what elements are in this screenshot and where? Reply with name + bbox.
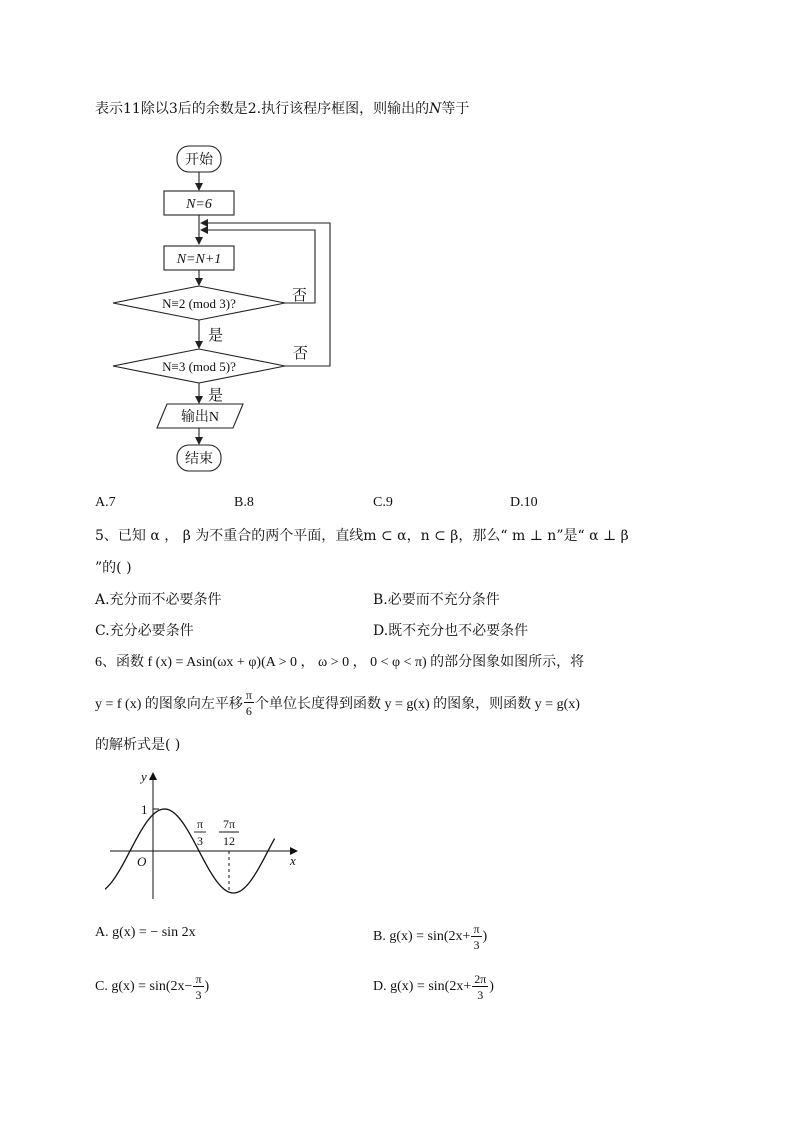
init-label: N=6 xyxy=(186,197,212,212)
q6-option-b-text: B. g(x) = sin(2x+ xyxy=(373,929,471,944)
flowchart xyxy=(100,135,350,480)
q6-option-a[interactable]: A. g(x) = − sin 2x xyxy=(95,925,196,940)
yes-label-2: 是 xyxy=(208,388,224,404)
q6-option-b-fraction: $\frac{\pi}{3}$ xyxy=(473,922,480,952)
output-label: 输出N xyxy=(180,410,220,425)
q6-option-d-text: D. g(x) = sin(2x+ xyxy=(373,979,472,994)
q6-option-c-text: C. g(x) = sin(2x− xyxy=(95,979,193,994)
start-label: 开始 xyxy=(185,153,213,168)
q5-option-b[interactable]: B.必要而不充分条件 xyxy=(373,592,500,608)
q6-option-c-close: ) xyxy=(204,979,210,994)
cond2-label: N≡3 (mod 5)? xyxy=(162,359,236,374)
increment-label: N=N+1 xyxy=(176,252,222,267)
no-label-1: 否 xyxy=(292,288,308,304)
tick-7pi-12-den: 12 xyxy=(223,834,235,848)
yes-label-1: 是 xyxy=(208,328,224,344)
no-label-2: 否 xyxy=(293,346,309,362)
q6-option-d-fraction: $\frac{2\pi}{3}$ xyxy=(474,972,487,1002)
intro-var: N xyxy=(429,101,442,117)
q4-option-a[interactable]: A.7 xyxy=(95,495,116,510)
q6-stem-line2 xyxy=(95,684,580,722)
q6-shift-fraction: $\frac{\pi}{6}$ xyxy=(245,688,252,718)
sine-graph xyxy=(105,765,310,905)
q6-stem-line3: 的解析式是( ) xyxy=(95,737,181,753)
question-intro xyxy=(95,98,469,118)
cond1-label: N≡2 (mod 3)? xyxy=(162,296,236,311)
q5-option-d[interactable]: D.既不充分也不必要条件 xyxy=(373,623,529,639)
origin-label: O xyxy=(137,854,147,869)
q5-option-c[interactable]: C.充分必要条件 xyxy=(95,623,194,639)
q5-stem-line1: 5、已知 α ， β 为不重合的两个平面，直线m ⊂ α，n ⊂ β，那么“ m ⊥ n”是“ α ⊥ β xyxy=(95,528,629,544)
intro-text: 表示11除以3后的余数是2.执行该程序框图，则输出的 xyxy=(95,101,430,117)
q6-option-c-fraction: $\frac{\pi}{3}$ xyxy=(195,972,202,1002)
y-axis-label: y xyxy=(141,769,147,784)
tick-pi-3-den: 3 xyxy=(197,834,203,848)
x-axis-label: x xyxy=(290,853,296,868)
q5-option-a[interactable]: A.充分而不必要条件 xyxy=(95,592,222,608)
q6-option-c[interactable] xyxy=(95,968,209,1006)
tick-7pi-12-num: 7π xyxy=(222,817,236,831)
q4-option-b[interactable]: B.8 xyxy=(234,495,254,510)
q4-option-c[interactable]: C.9 xyxy=(373,495,393,510)
q6-line2-a: y = f (x) 的图象向左平移 xyxy=(95,697,243,712)
q6-option-b[interactable] xyxy=(373,918,487,956)
y-one-label: 1 xyxy=(141,802,148,817)
end-label: 结束 xyxy=(185,452,213,467)
q6-option-b-close: ) xyxy=(482,929,488,944)
q6-option-d[interactable] xyxy=(373,968,494,1006)
intro-tail: 等于 xyxy=(441,101,470,117)
q5-stem-line2: ”的( ) xyxy=(95,560,132,576)
q6-option-d-close: ) xyxy=(489,979,494,994)
q6-stem-line1: 6、函数 f (x) = Asin(ωx + φ)(A > 0 ， ω > 0 ， 0 < φ < π) 的部分图象如图所示，将 xyxy=(95,655,585,670)
loop-cond2-no xyxy=(201,223,330,366)
q4-option-d[interactable]: D.10 xyxy=(510,495,538,510)
q6-line2-b: 个单位长度得到函数 y = g(x) 的图象，则函数 y = g(x) xyxy=(254,697,580,712)
tick-pi-3-num: π xyxy=(196,817,204,831)
